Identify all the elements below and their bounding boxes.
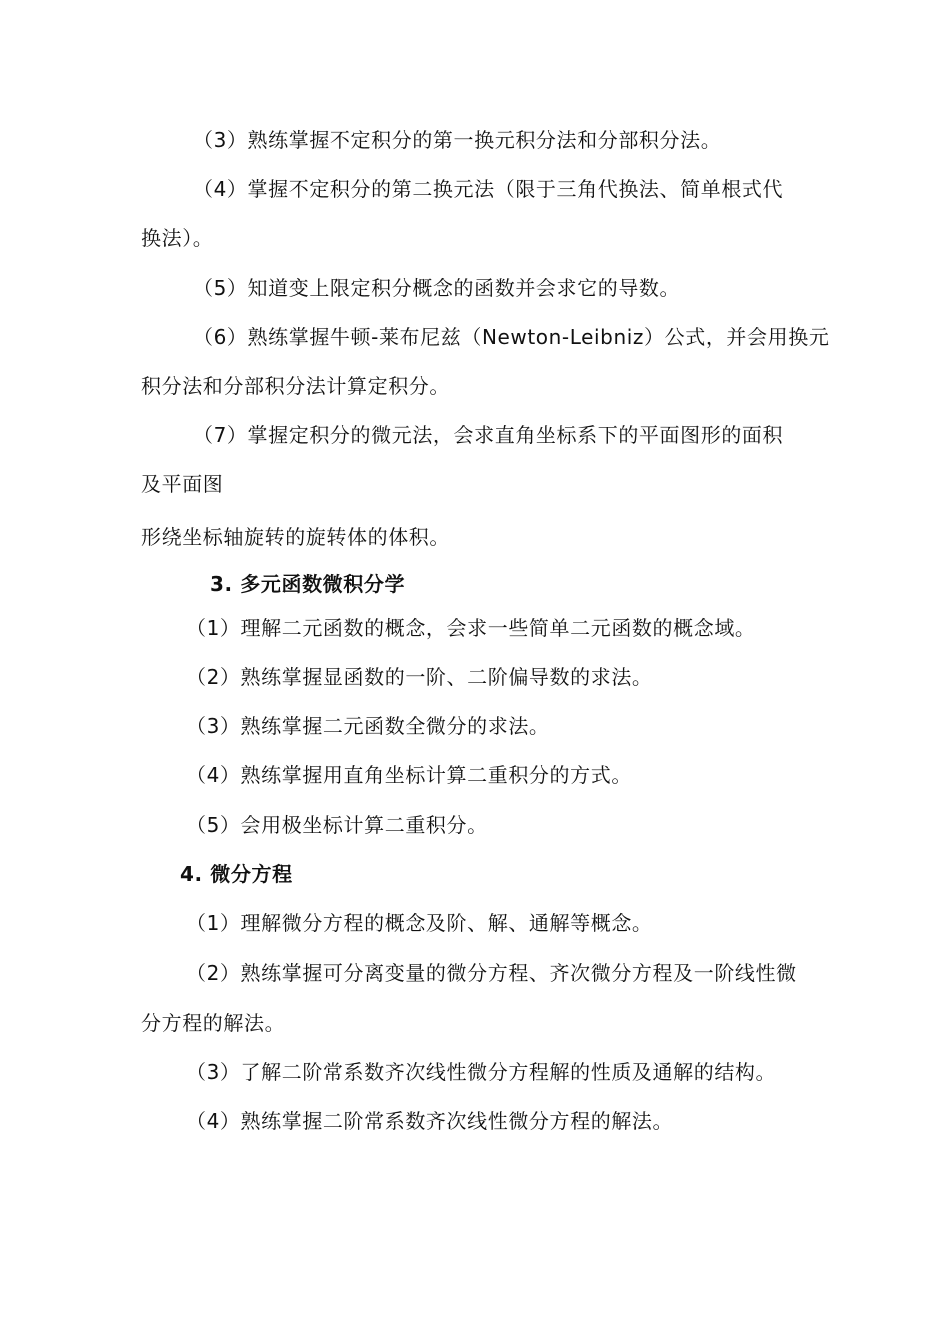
section2-item4-line1: （4）掌握不定积分的第二换元法（限于三角代换法、简单根式代 <box>193 177 784 201</box>
section2-item7-line1: （7）掌握定积分的微元法，会求直角坐标系下的平面图形的面积 <box>193 423 784 447</box>
section3-item1: （1）理解二元函数的概念，会求一些简单二元函数的概念域。 <box>186 616 756 640</box>
section2-item7-line3: 形绕坐标轴旋转的旋转体的体积。 <box>141 525 450 549</box>
section4-item2-line1: （2）熟练掌握可分离变量的微分方程、齐次微分方程及一阶线性微 <box>186 961 797 985</box>
section2-item6-line2: 积分法和分部积分法计算定积分。 <box>141 374 450 398</box>
section2-item6-line1: （6）熟练掌握牛顿-莱布尼兹（Newton-Leibniz）公式，并会用换元 <box>193 325 830 349</box>
section2-item7-line2: 及平面图 <box>141 472 224 496</box>
section2-item4-line2: 换法）。 <box>141 226 214 250</box>
section2-item3: （3）熟练掌握不定积分的第一换元积分法和分部积分法。 <box>193 128 722 152</box>
section3-item2: （2）熟练掌握显函数的一阶、二阶偏导数的求法。 <box>186 665 653 689</box>
section3-item3: （3）熟练掌握二元函数全微分的求法。 <box>186 714 550 738</box>
section4-item1: （1）理解微分方程的概念及阶、解、通解等概念。 <box>186 911 653 935</box>
section4-item3: （3）了解二阶常系数齐次线性微分方程解的性质及通解的结构。 <box>186 1060 777 1084</box>
section4-item2-line2: 分方程的解法。 <box>141 1011 286 1035</box>
section4-item4: （4）熟练掌握二阶常系数齐次线性微分方程的解法。 <box>186 1109 674 1133</box>
section3-item4: （4）熟练掌握用直角坐标计算二重积分的方式。 <box>186 763 632 787</box>
section3-heading: 3. 多元函数微积分学 <box>210 572 406 596</box>
section3-item5: （5）会用极坐标计算二重积分。 <box>186 813 488 837</box>
section2-item5: （5）知道变上限定积分概念的函数并会求它的导数。 <box>193 276 681 300</box>
section4-heading: 4. 微分方程 <box>180 862 293 886</box>
